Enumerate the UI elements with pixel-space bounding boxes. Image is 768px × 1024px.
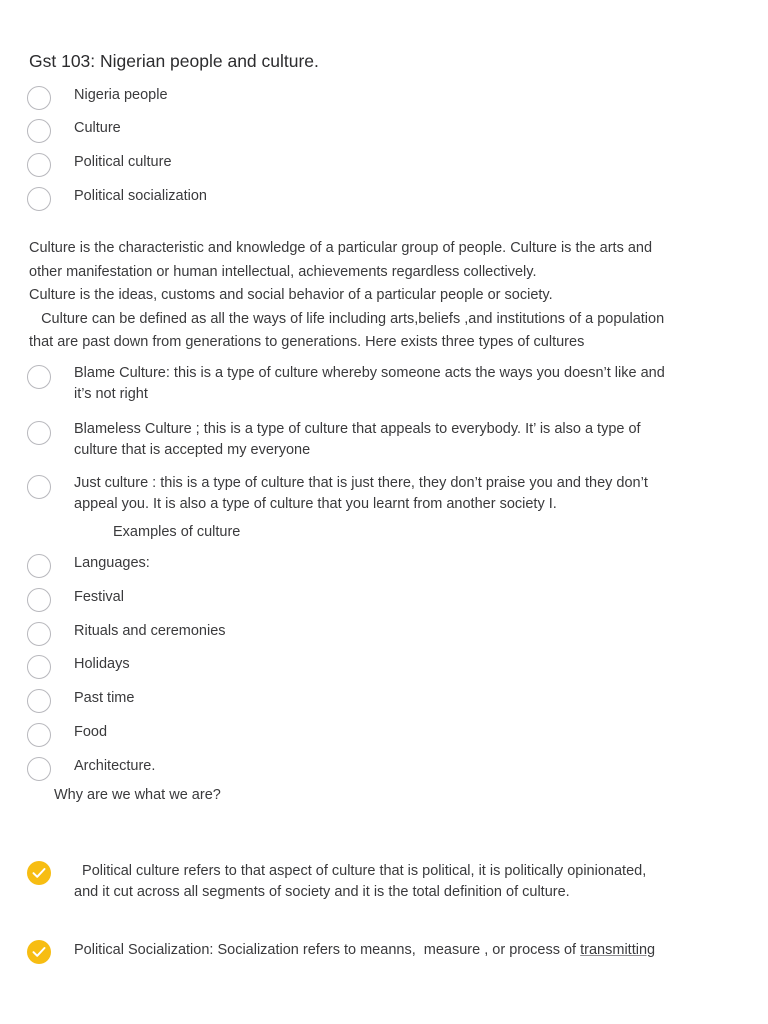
checklist-item-text[interactable]: Architecture. [74,758,156,774]
checklist-item-text[interactable]: Festival [74,589,124,605]
checklist-item-text[interactable] [74,861,744,903]
paragraph-line: other manifestation or human intellectual, achievements regardless collectively. [29,263,537,280]
item-line: Political culture refers to that aspect of culture that is political, it is politically opinionated, [74,863,647,879]
checkbox-circle[interactable] [27,187,51,211]
item-line: Just culture : this is a type of culture that is just there, they don’t praise you and they don’t [74,475,648,491]
checkbox-circle[interactable] [27,723,51,747]
checkbox-circle[interactable] [27,475,51,499]
item-line: Political Socialization: Socialization refers to meanns, measure , or process of [74,942,581,958]
checklist-item-text[interactable]: Political socialization [74,188,207,204]
paragraph-line: that are past down from generations to generations. Here exists three types of cultures [29,334,585,350]
checklist-item-text[interactable]: Political culture [74,154,172,170]
checklist-item-text[interactable]: Rituals and ceremonies [74,623,226,639]
checklist-item-text[interactable]: Nigeria people [74,87,168,103]
item-line: it’s not right [74,386,148,402]
item-line: culture that is accepted my everyone [74,442,311,458]
examples-heading[interactable]: Examples of culture [113,524,241,540]
culture-definition-paragraph[interactable] [29,237,749,355]
checklist-item-text[interactable] [74,940,744,961]
checkbox-circle[interactable] [27,689,51,713]
checkbox-circle[interactable] [27,86,51,110]
item-line: Blameless Culture ; this is a type of culture that appeals to everybody. It’ is also a type of [74,421,641,437]
checklist-item-text[interactable] [74,473,744,515]
paragraph-line: Culture can be defined as all the ways of life including arts,beliefs ,and institutions of a population [29,310,665,327]
checklist-item-text[interactable] [74,419,744,461]
paragraph-line: Culture is the characteristic and knowledge of a particular group of people. Culture is the arts and [29,240,653,256]
checkbox-circle[interactable] [27,365,51,389]
checkbox-circle[interactable] [27,588,51,612]
checklist-item-text[interactable]: Culture [74,120,121,136]
checklist-item-text[interactable]: Languages: [74,555,150,571]
question-line[interactable]: Why are we what we are? [54,787,221,803]
checklist-item-text[interactable]: Holidays [74,656,130,672]
checkbox-checked[interactable] [27,940,51,964]
checkbox-circle[interactable] [27,153,51,177]
item-line: Blame Culture: this is a type of culture whereby someone acts the ways you doesn’t like and [74,365,665,381]
checklist-item-text[interactable]: Food [74,724,108,740]
item-line: appeal you. It is also a type of culture that you learnt from another society I. [74,496,557,512]
paragraph-line: Culture is the ideas, customs and social behavior of a particular people or society. [29,287,553,303]
checkmark-icon [32,867,46,879]
underlined-word: transmitting [580,942,656,958]
checkbox-circle[interactable] [27,622,51,646]
checkbox-circle[interactable] [27,119,51,143]
checkmark-icon [32,946,46,958]
checkbox-circle[interactable] [27,655,51,679]
checkbox-circle[interactable] [27,554,51,578]
checklist-item-text[interactable]: Past time [74,690,135,706]
item-line: and it cut across all segments of society and it is the total definition of culture. [74,884,570,900]
checkbox-checked[interactable] [27,861,51,885]
checkbox-circle[interactable] [27,757,51,781]
note-title[interactable]: Gst 103: Nigerian people and culture. [29,51,319,71]
checkbox-circle[interactable] [27,421,51,445]
checklist-item-text[interactable] [74,363,744,405]
